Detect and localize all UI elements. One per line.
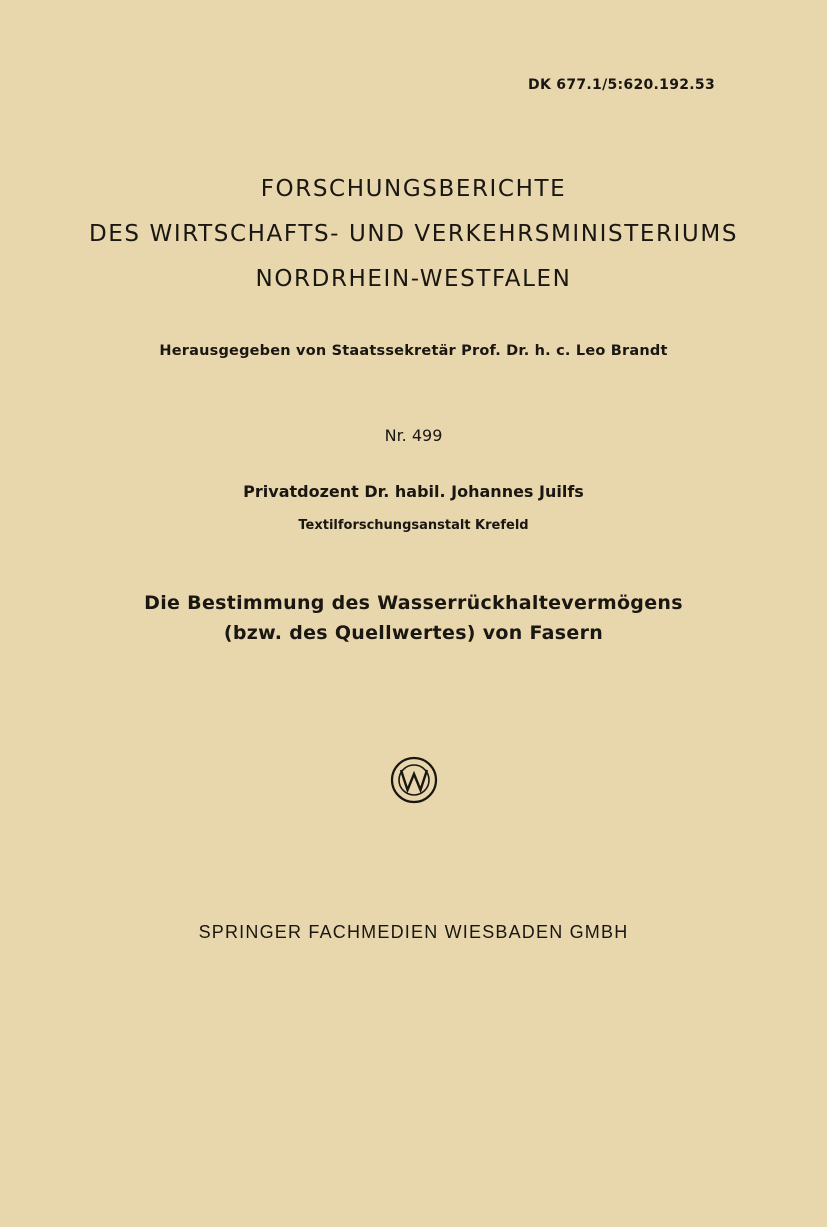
work-title-line-1: Die Bestimmung des Wasserrückhaltevermögens (144, 592, 683, 614)
series-title-line-2: DES WIRTSCHAFTS- UND VERKEHRSMINISTERIUMS (88, 221, 739, 247)
publisher-name: SPRINGER FACHMEDIEN WIESBADEN GMBH (198, 922, 629, 942)
series-number: Nr. 499 (384, 426, 443, 445)
series-title-line-1: FORSCHUNGSBERICHTE (260, 176, 567, 202)
author-institution: Textilforschungsanstalt Krefeld (298, 518, 529, 533)
work-title-line-2: (bzw. des Quellwertes) von Fasern (223, 622, 604, 644)
editor-line: Herausgegeben von Staatssekretär Prof. Dr. h. c. Leo Brandt (159, 343, 668, 359)
springer-w-logo-icon (390, 756, 438, 804)
classification-code: DK 677.1/5:620.192.53 (528, 77, 715, 93)
author-name: Privatdozent Dr. habil. Johannes Juilfs (243, 482, 584, 501)
series-title-line-3: NORDRHEIN-WESTFALEN (255, 266, 572, 292)
